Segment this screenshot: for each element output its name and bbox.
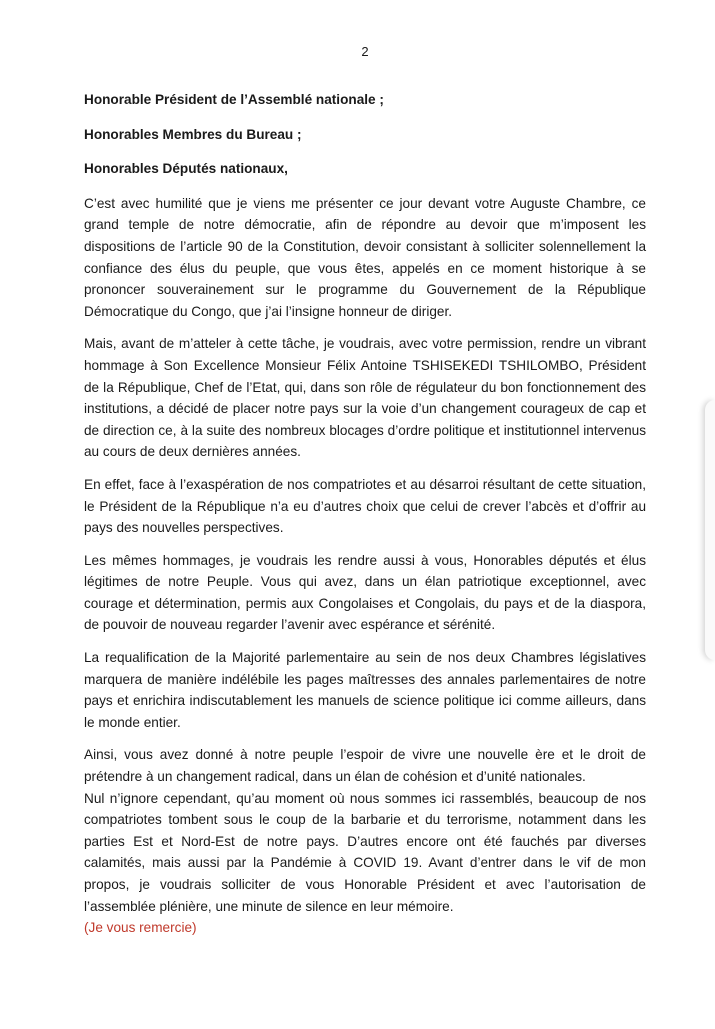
speech-body	[84, 89, 646, 939]
salutation-bureau: Honorables Membres du Bureau ;	[84, 126, 302, 142]
paragraph-hommage-president: Mais, avant de m’atteler à cette tâche, je voudrais, avec votre permission, rendre un vibrant hommage à Son Excellence Monsieur Félix Antoine TSHISEKEDI TSHILOMBO, Président de la République, Chef de l’Etat, qui, dans son rôle de régulateur du bon fonctionnement des institutions, a décidé de placer notre pays sur la voie d’un changement courageux de cap et de direction ce, à la suite des nombreux blocages d’ordre politique et institutionnel intervenus au cours de deux dernières années.	[84, 336, 646, 460]
page-edge-shadow	[705, 400, 715, 660]
closing-remark: (Je vous remercie)	[84, 920, 197, 936]
paragraph-nul-nignore: Nul n’ignore cependant, qu’au moment où nous sommes ici rassemblés, beaucoup de nos compatriotes tombent sous le coup de la barbarie et du terrorisme, notamment dans les parties Est et Nord-Est de notre pays. D’autres encore ont été fauchés par diverses calamités, mais aussi par la Pandémie à COVID 19. Avant d’entrer dans le vif de mon propos, je voudrais solliciter de vous Honorable Président et avec l’autorisation de l’assemblée plénière, une minute de silence en leur mémoire.	[84, 790, 646, 914]
page-number: 2	[361, 44, 369, 59]
paragraph-hommage-deputes: Les mêmes hommages, je voudrais les rendre aussi à vous, Honorables députés et élus légitimes de notre Peuple. Vous qui avez, dans un élan patriotique exceptionnel, avec courage et détermination, permis aux Congolaises et Congolais, du pays et de la diaspora, de pouvoir de nouveau regarder l’avenir avec espérance et sérénité.	[84, 552, 646, 633]
paragraph-en-effet: En effet, face à l’exaspération de nos compatriotes et au désarroi résultant de cette situation, le Président de la République n’a eu d’autres choix que celui de crever l’abcès et d’offrir au pays des nouvelles perspectives.	[84, 476, 646, 536]
paragraph-intro: C’est avec humilité que je viens me présenter ce jour devant votre Auguste Chambre, ce grand temple de notre démocratie, afin de répondre au devoir que m’imposent les dispositions de l’article 90 de la Constitution, devoir consistant à solliciter solennellement la confiance des élus du peuple, que vous êtes, appelés en ce moment historique à se prononcer souverainement sur le programme du Gouvernement de la République Démocratique du Congo, que j’ai l’insigne honneur de diriger.	[84, 195, 646, 319]
paragraph-requalification: La requalification de la Majorité parlementaire au sein de nos deux Chambres législatives marquera de manière indélébile les pages maîtresses des annales parlementaires de notre pays et enrichira indiscutablement les manuels de science politique ici comme ailleurs, dans le monde entier.	[84, 650, 646, 730]
salutation-president: Honorable Président de l’Assemblé nationale ;	[84, 92, 384, 107]
paragraph-ainsi: Ainsi, vous avez donné à notre peuple l’espoir de vivre une nouvelle ère et le droit de prétendre à un changement radical, dans un élan de cohésion et d’unité nationales.	[84, 747, 646, 785]
salutation-deputes: Honorables Députés nationaux,	[84, 161, 288, 177]
